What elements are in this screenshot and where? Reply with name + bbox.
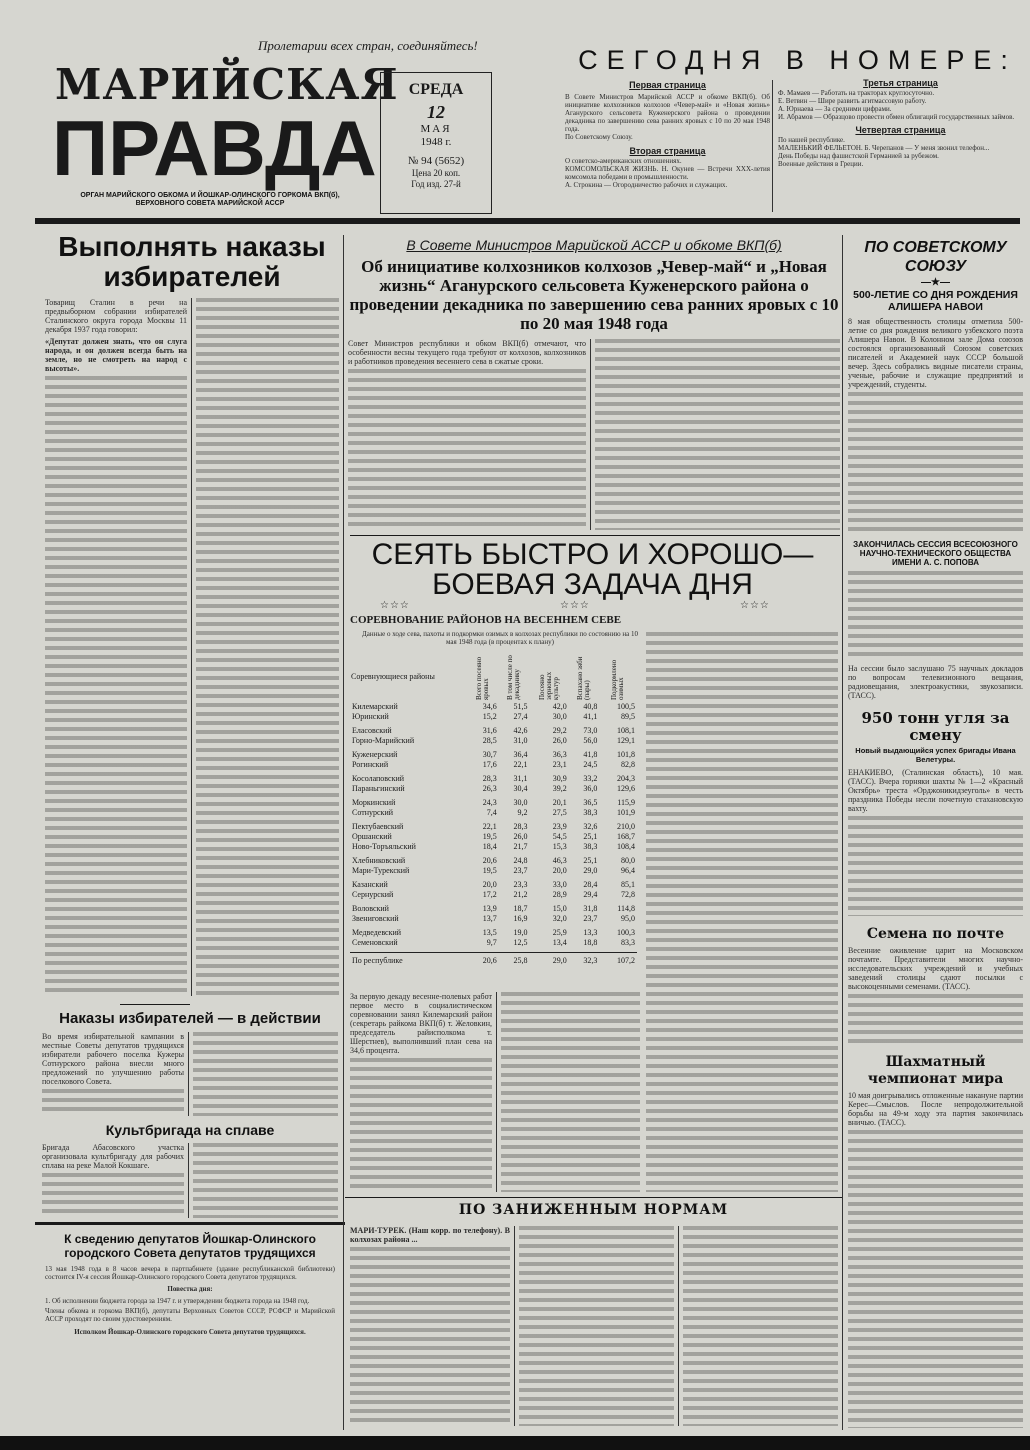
district-name: Рогинский — [352, 760, 389, 769]
table-cell: 108,4 — [617, 842, 635, 851]
table-cell: 16,9 — [513, 914, 528, 923]
table-header-label: Соревнующиеся районы — [351, 671, 435, 681]
table-row — [350, 938, 637, 948]
table-cell: 114,8 — [617, 904, 635, 913]
table-cell: 28,3 — [513, 822, 528, 831]
right-headline: 500-ЛЕТИЕ СО ДНЯ РОЖДЕНИЯ АЛИШЕРА НАВОИ — [853, 289, 1018, 313]
agenda-label: Повестка дня: — [167, 1285, 213, 1293]
article-body-text — [348, 369, 586, 530]
table-header-label: Посеяно зерновых культур — [537, 671, 560, 700]
masthead-subtitle: ОРГАН МАРИЙСКОГО ОБКОМА И ЙОШКАР-ОЛИНСКОГО ГОРКОМА ВКП(б), ВЕРХОВНОГО СОВЕТА МАРИЙСКОЙ АССР — [80, 192, 340, 207]
bottom-lead: МАРИ-ТУРЕК. (Наш корр. по телефону). В колхозах района ... — [350, 1226, 510, 1244]
table-cell: 107,2 — [617, 955, 635, 965]
right-section-title: ПО СОВЕТСКОМУ СОЮЗУ — [864, 239, 1007, 275]
table-header-label: Всего посеяно яровых — [475, 656, 491, 700]
table-row — [350, 880, 637, 890]
big-headline-line1: СЕЯТЬ БЫСТРО И ХОРОШО— — [371, 538, 814, 571]
price: Цена 20 коп. — [411, 168, 461, 178]
table-cell: 20,6 — [482, 955, 497, 965]
table-cell: 20,6 — [482, 856, 497, 865]
table-cell: 23,1 — [552, 760, 567, 769]
after-table-article — [350, 992, 640, 1192]
newspaper-title-line2: ПРАВДА — [52, 104, 377, 192]
article-body-text — [196, 298, 339, 996]
right-article-text: 10 мая доигрывались отложенные накануне партии Керес—Смыслов. После непродолжительной борьбы на 49-м ходу эта партия закончилась вничью. (ТАСС). — [848, 1091, 1023, 1127]
table-cell: 41,1 — [583, 712, 598, 721]
motto: Пролетарии всех стран, соединяйтесь! — [258, 38, 478, 53]
district-name: Мари-Турекский — [352, 866, 410, 875]
table-cell: 25,8 — [513, 955, 528, 965]
table-cell: 39,2 — [552, 784, 567, 793]
weekday: СРЕДА — [408, 81, 464, 98]
table-cell: 210,0 — [617, 822, 635, 831]
table-row — [350, 774, 637, 784]
right-article-text: ЕНАКИЕВО, (Сталинская область), 10 мая. (ТАСС). Вчера горняки шахты № 1—2 «Красный Октябрь» треста «Орджоникидзеуголь» в честь праздника Победы несли почетную стахановскую вахту. — [848, 768, 1023, 813]
table-cell: 100,5 — [617, 702, 635, 711]
table-header-label: Вспахано зяби (пары) — [576, 656, 592, 700]
table-cell: 33,2 — [583, 774, 598, 783]
right-headline: Шахматный чемпионат мира — [867, 1054, 1004, 1087]
article-body-text — [848, 994, 1023, 1044]
contents-item: О советско-американских отношениях. — [565, 157, 682, 165]
article-body-text — [848, 392, 1023, 532]
district-name: Косолаповский — [352, 774, 405, 783]
district-name: Килемарский — [352, 702, 398, 711]
agenda-item: 1. Об исполнении бюджета города за 1947 г. и утверждении бюджета города на 1948 год. — [45, 1297, 310, 1305]
table-cell: 168,7 — [617, 832, 635, 841]
district-name: Оршанский — [352, 832, 392, 841]
main-headline: Об инициативе колхозников колхозов „Чевер-май“ и „Новая жизнь“ Аганурского сельсовета Куженерского района о проведении декадника по завершению сева ранних яровых с 10 по 20 мая 1948 года — [349, 257, 839, 333]
article-text: Бригада Абасовского участка организовала культбригаду для рабочих сплава на реке Малой Кокшаге. — [42, 1143, 184, 1170]
table-cell: 13,4 — [552, 938, 567, 947]
table-cell: 46,3 — [552, 856, 567, 865]
right-subheadline: Новый выдающийся успех бригады Ивана Велетуры. — [855, 746, 1016, 764]
table-cell: 26,0 — [552, 736, 567, 745]
stars-ornament: ☆☆☆ — [560, 600, 590, 611]
table-cell: 17,2 — [482, 890, 497, 899]
article-body-text — [848, 1130, 1023, 1428]
article-body-text — [519, 1226, 674, 1426]
table-cell: 31,8 — [583, 904, 598, 913]
article-body-text — [848, 571, 1023, 661]
issue-number: № 94 (5652) — [407, 155, 465, 167]
table-cell: 24,3 — [482, 798, 497, 807]
table-cell: 9,2 — [517, 808, 528, 817]
article-body-text — [350, 1058, 492, 1192]
table-cell: 54,5 — [552, 832, 567, 841]
table-cell: 15,2 — [482, 712, 497, 721]
table-cell: 56,0 — [583, 736, 598, 745]
table-cell: 42,6 — [513, 726, 528, 735]
table-cell: 28,9 — [552, 890, 567, 899]
table-cell: 13,3 — [583, 928, 598, 937]
contents-item: КОМСОМОЛЬСКАЯ ЖИЗНЬ. Н. Окунев — Встречи XXX-летия комсомола победами в промышленности. — [565, 165, 770, 181]
district-name: Хлебниковский — [352, 856, 406, 865]
district-name: Семеновский — [352, 938, 398, 947]
table-cell: 36,0 — [583, 784, 598, 793]
day: 12 — [427, 102, 445, 122]
section-headline: Культбригада на сплаве — [105, 1122, 275, 1138]
table-row — [350, 736, 637, 746]
bottom-article — [350, 1226, 838, 1426]
table-row — [350, 822, 637, 832]
article-body-text — [595, 339, 840, 530]
table-cell: 80,0 — [621, 856, 635, 865]
right-headline: 950 тонн угля за смену — [861, 709, 1010, 744]
table-header — [569, 650, 600, 702]
table-header — [350, 650, 468, 702]
contents-item: Военные действия в Греции. — [778, 160, 864, 168]
table-cell: 22,1 — [513, 760, 528, 769]
table-cell: 29,4 — [583, 890, 598, 899]
left-bottom-articles — [42, 1010, 338, 1218]
table-cell: 13,9 — [482, 904, 497, 913]
table-cell: 30,7 — [482, 750, 497, 759]
table-header — [499, 650, 530, 702]
table-row — [350, 760, 637, 770]
table-cell: 51,5 — [513, 702, 528, 711]
table-row — [350, 832, 637, 842]
table-cell: 26,0 — [513, 832, 528, 841]
district-name: Звениговский — [352, 914, 399, 923]
table-cell: 29,0 — [583, 866, 598, 875]
table-cell: 13,5 — [482, 928, 497, 937]
district-name: Параньгинский — [352, 784, 405, 793]
table-title: СОРЕВНОВАНИЕ РАЙОНОВ НА ВЕСЕННЕМ СЕВЕ — [350, 614, 622, 626]
table-cell: 129,1 — [617, 736, 635, 745]
after-table-text: За первую декаду весенне-полевых работ первое место в социалистическом соревновании занял Килемарский район (секретарь райкома ВКП(б) т. Желовкин, председатель райисполкома т. Шерстнев), выполнивший план сева на 34,6 процента. — [350, 992, 492, 1055]
section-kicker: В Совете Министров Марийской АССР и обкоме ВКП(б) — [406, 237, 782, 253]
big-headline-line2: БОЕВАЯ ЗАДАЧА ДНЯ — [432, 568, 753, 601]
district-name: Юринский — [352, 712, 389, 721]
table-cell: 13,7 — [482, 914, 497, 923]
right-column — [848, 238, 1023, 1428]
table-cell: 17,6 — [482, 760, 497, 769]
table-cell: 31,6 — [482, 726, 497, 735]
table-cell: 28,4 — [583, 880, 598, 889]
district-name: Куженерский — [352, 750, 398, 759]
masthead-rule — [35, 218, 1020, 224]
table-cell: 21,7 — [513, 842, 528, 851]
table-cell: 38,3 — [583, 808, 598, 817]
table-cell: 25,9 — [552, 928, 567, 937]
article-body-text — [848, 816, 1023, 916]
district-name: Горно-Марийский — [352, 736, 415, 745]
table-cell: 73,0 — [583, 726, 598, 735]
table-row — [350, 750, 637, 760]
table-cell: 100,3 — [617, 928, 635, 937]
left-headline: Выполнять наказы избирателей — [58, 231, 326, 292]
table-cell: 23,7 — [583, 914, 598, 923]
contents-item: А. Строкина — Огородничество рабочих и служащих. — [565, 181, 728, 189]
table-cell: 30,0 — [513, 798, 528, 807]
table-cell: 108,1 — [617, 726, 635, 735]
left-lead: Товарищ Сталин в речи на предвыборном собрании избирателей Сталинского округа города Москвы 11 декабря 1937 года говорил: — [45, 298, 187, 334]
article-body-text — [193, 1143, 338, 1218]
section-headline: Наказы избирателей — в действии — [59, 1010, 321, 1027]
table-cell: 21,2 — [513, 890, 528, 899]
contents-page-label: Четвертая страница — [855, 125, 946, 135]
district-name: Ново-Торъяльский — [352, 842, 416, 851]
table-header — [529, 650, 568, 702]
table-cell: 115,9 — [617, 798, 635, 807]
district-name: Сернурский — [352, 890, 394, 899]
table-cell: 32,0 — [552, 914, 567, 923]
main-lead: Совет Министров республики и обком ВКП(б) отмечают, что особенности весны текущего года требуют от колхозов, колхозников и работников проведения весеннего сева в сжатые сроки. — [348, 339, 586, 366]
table-row — [350, 712, 637, 722]
article-body-text — [350, 1247, 510, 1426]
table-cell: 23,9 — [552, 822, 567, 831]
article-body-text — [646, 632, 838, 1192]
contents-right — [778, 78, 1023, 168]
table-cell: По республике — [352, 955, 403, 965]
contents-title: СЕГОДНЯ В НОМЕРЕ: — [578, 45, 1017, 75]
table-cell: 20,0 — [482, 880, 497, 889]
table-cell: 27,4 — [513, 712, 528, 721]
table-row — [350, 866, 637, 876]
table-cell: 85,1 — [621, 880, 635, 889]
table-row — [350, 798, 637, 808]
table-cell: 29,2 — [552, 726, 567, 735]
contents-item: МАЛЕНЬКИЙ ФЕЛЬЕТОН. Б. Черепанов — У меня звонил телефон... — [778, 144, 990, 152]
table-row — [350, 914, 637, 924]
table-cell: 36,5 — [583, 798, 598, 807]
table-row — [350, 904, 637, 914]
table-cell: 204,3 — [617, 774, 635, 783]
district-name: Моркинский — [352, 798, 396, 807]
newspaper-title-line1: МАРИЙСКАЯ — [55, 60, 399, 109]
contents-page-label: Первая страница — [629, 80, 706, 90]
agenda-note: Члены обкома и горкома ВКП(б), депутаты Верховных Советов СССР, РСФСР и Марийской АССР проходят по своим удостоверениям. — [45, 1307, 335, 1323]
stars-ornament: ☆☆☆ — [380, 600, 410, 611]
bottom-headline: ПО ЗАНИЖЕННЫМ НОРМАМ — [458, 1202, 729, 1218]
table-row — [350, 808, 637, 818]
date-box — [380, 72, 492, 214]
left-article — [45, 232, 339, 996]
right-article-text: 8 мая общественность столицы отметила 500-летие со дня рождения великого узбекского поэта Алишера Навои. В Колонном зале Дома союзов состоялся организованный Союзом советских писателей и Академией наук СССР большой вечер. Здесь собрались видные писатели страны, ученые, рабочие и служащие предприятий и учреждений, студенты. — [848, 317, 1023, 389]
table-cell: 25,1 — [583, 832, 598, 841]
notice — [45, 1232, 335, 1337]
year: 1948 г. — [420, 136, 452, 148]
table-cell: 7,4 — [486, 808, 497, 817]
contents-left — [565, 80, 770, 189]
contents-item: День Победы над фашистской Германией за рубежом. — [778, 152, 939, 160]
table-row — [350, 928, 637, 938]
table-cell: 19,5 — [482, 866, 497, 875]
district-name: Медведевский — [352, 928, 402, 937]
table-cell: 33,0 — [552, 880, 567, 889]
stars-ornament: ☆☆☆ — [740, 600, 770, 611]
table-cell: 31,0 — [513, 736, 528, 745]
contents-item: По Советскому Союзу. — [565, 133, 633, 141]
table-cell: 32,3 — [583, 955, 598, 965]
scan-edge — [0, 1436, 1030, 1450]
table-row — [350, 726, 637, 736]
table-cell: 15,0 — [552, 904, 567, 913]
month: МАЯ — [420, 123, 452, 135]
contents-page-label: Третья страница — [863, 78, 938, 88]
sowing-competition-table — [350, 650, 637, 969]
table-cell: 29,0 — [552, 955, 567, 965]
table-cell: 18,4 — [482, 842, 497, 851]
table-cell: 24,8 — [513, 856, 528, 865]
table-header — [468, 650, 499, 702]
table-cell: 30,0 — [552, 712, 567, 721]
table-cell: 23,3 — [513, 880, 528, 889]
table-row — [350, 702, 637, 712]
contents-item: По нашей республике. — [778, 136, 845, 144]
table-header-label: В том числе по декаднику — [506, 655, 522, 700]
table-cell: 19,0 — [513, 928, 528, 937]
table-cell: 23,7 — [513, 866, 528, 875]
table-cell: 12,5 — [513, 938, 528, 947]
contents-item: И. Абрамов — Образцово провести обмен облигаций государственных займов. — [778, 113, 1015, 121]
table-cell: 31,1 — [513, 774, 528, 783]
article-body-text — [45, 376, 187, 996]
table-cell: 18,8 — [583, 938, 598, 947]
table-cell: 38,3 — [583, 842, 598, 851]
table-cell: 15,3 — [552, 842, 567, 851]
table-cell: 72,8 — [621, 890, 635, 899]
table-cell: 96,4 — [621, 866, 635, 875]
table-cell: 95,0 — [621, 914, 635, 923]
article-text: Во время избирательной кампании в местные Советы депутатов трудящихся избиратели рабочего поселка Кужеры Сотнурского района внесли много предложений по улучшению работы поселкового Совета. — [42, 1032, 184, 1086]
table-row — [350, 890, 637, 900]
notice-signature: Исполком Йошкар-Олинского городского Совета депутатов трудящихся. — [74, 1328, 306, 1336]
table-cell: 24,5 — [583, 760, 598, 769]
table-cell: 27,5 — [552, 808, 567, 817]
table-cell: 18,7 — [513, 904, 528, 913]
star-divider-icon: —★— — [921, 277, 950, 288]
right-headline: Семена по почте — [866, 926, 1005, 942]
table-cell: 30,4 — [513, 784, 528, 793]
table-cell: 9,7 — [486, 938, 497, 947]
article-body-text — [42, 1089, 184, 1116]
table-cell: 34,6 — [482, 702, 497, 711]
table-cell: 22,1 — [482, 822, 497, 831]
article-body-text — [683, 1226, 838, 1426]
table-cell: 89,5 — [621, 712, 635, 721]
contents-item: В Совете Министров Марийской АССР и обкоме ВКП(б). Об инициативе колхозников колхозов «Чевер-май» и «Новая жизнь» Агануpского сельсовета Куженерского района о проведении декадника по завершению сева ранних яровых с 10 по 20 мая 1948 года. — [565, 93, 770, 133]
table-cell: 19,5 — [482, 832, 497, 841]
district-name: Воловский — [352, 904, 389, 913]
table-cell: 36,4 — [513, 750, 528, 759]
table-cell: 82,8 — [621, 760, 635, 769]
table-cell: 20,0 — [552, 866, 567, 875]
center-top-article — [348, 236, 840, 530]
contents-item: Ф. Мамаев — Работать на тракторах круглосуточно. — [778, 89, 935, 97]
table-cell: 101,8 — [617, 750, 635, 759]
table-cell: 129,6 — [617, 784, 635, 793]
table-cell: 30,9 — [552, 774, 567, 783]
table-row — [350, 856, 637, 866]
table-cell: 32,6 — [583, 822, 598, 831]
table-cell: 26,3 — [482, 784, 497, 793]
table-cell: 40,8 — [583, 702, 598, 711]
contents-item: Е. Ветвин — Шире развить агитмассовую работу. — [778, 97, 927, 105]
table-cell: 20,1 — [552, 798, 567, 807]
notice-body: 13 мая 1948 года в 8 часов вечера в партпабинете (здание республиканской библиотеки) состоится IV-я сессия Йошкар-Олинского городского Совета депутатов трудящихся. — [45, 1265, 335, 1281]
right-article-text: На сессии было заслушано 75 научных докладов по вопросам телевизионного вещания, радиовещания, электроакустики, звукозаписи. (ТАСС). — [848, 664, 1023, 700]
district-name: Пектубаевский — [352, 822, 404, 831]
table-cell: 25,1 — [583, 856, 598, 865]
table-total-row — [350, 952, 637, 969]
table-header-label: Подкормлено озимых — [610, 659, 626, 700]
right-article-text: Весенние оживление царит на Московском почтамте. Представители многих научно-исследовательских учреждений и учебных заведений столицы сдают посылки с высокоценными семенами. (ТАСС). — [848, 946, 1023, 991]
table-cell: 42,0 — [552, 702, 567, 711]
article-body-text — [42, 1173, 184, 1218]
article-body-text — [501, 992, 640, 1192]
district-name: Казанский — [352, 880, 388, 889]
year-of-publication: Год изд. 27-й — [411, 179, 461, 189]
table-cell: 28,5 — [482, 736, 497, 745]
table-cell: 101,9 — [617, 808, 635, 817]
contents-page-label: Вторая страница — [629, 146, 706, 156]
notice-title: К сведению депутатов Йошкар-Олинского городского Совета депутатов трудящихся — [64, 1232, 316, 1260]
table-cell: 83,3 — [621, 938, 635, 947]
table-caption: Данные о ходе сева, пахоты и подкормки озимых в колхозах республики по состоянию на 10 мая 1948 года (в процентах к плану) — [362, 630, 638, 646]
table-header — [599, 650, 637, 702]
article-body-text — [193, 1032, 338, 1116]
table-row — [350, 842, 637, 852]
right-headline: ЗАКОНЧИЛАСЬ СЕССИЯ ВСЕСОЮЗНОГО НАУЧНО-ТЕХНИЧЕСКОГО ОБЩЕСТВА ИМЕНИ А. С. ПОПОВА — [853, 540, 1018, 567]
district-name: Сотнурский — [352, 808, 394, 817]
table-cell: 28,3 — [482, 774, 497, 783]
table-cell: 41,8 — [583, 750, 598, 759]
contents-item: А. Юрнаева — За средними цифрами. — [778, 105, 892, 113]
district-name: Еласовский — [352, 726, 392, 735]
table-cell: 36,3 — [552, 750, 567, 759]
left-quote: «Депутат должен знать, что он слуга народа, и он должен всегда быть на земле, но не смотреть на народ с высоты». — [45, 337, 187, 373]
table-row — [350, 784, 637, 794]
